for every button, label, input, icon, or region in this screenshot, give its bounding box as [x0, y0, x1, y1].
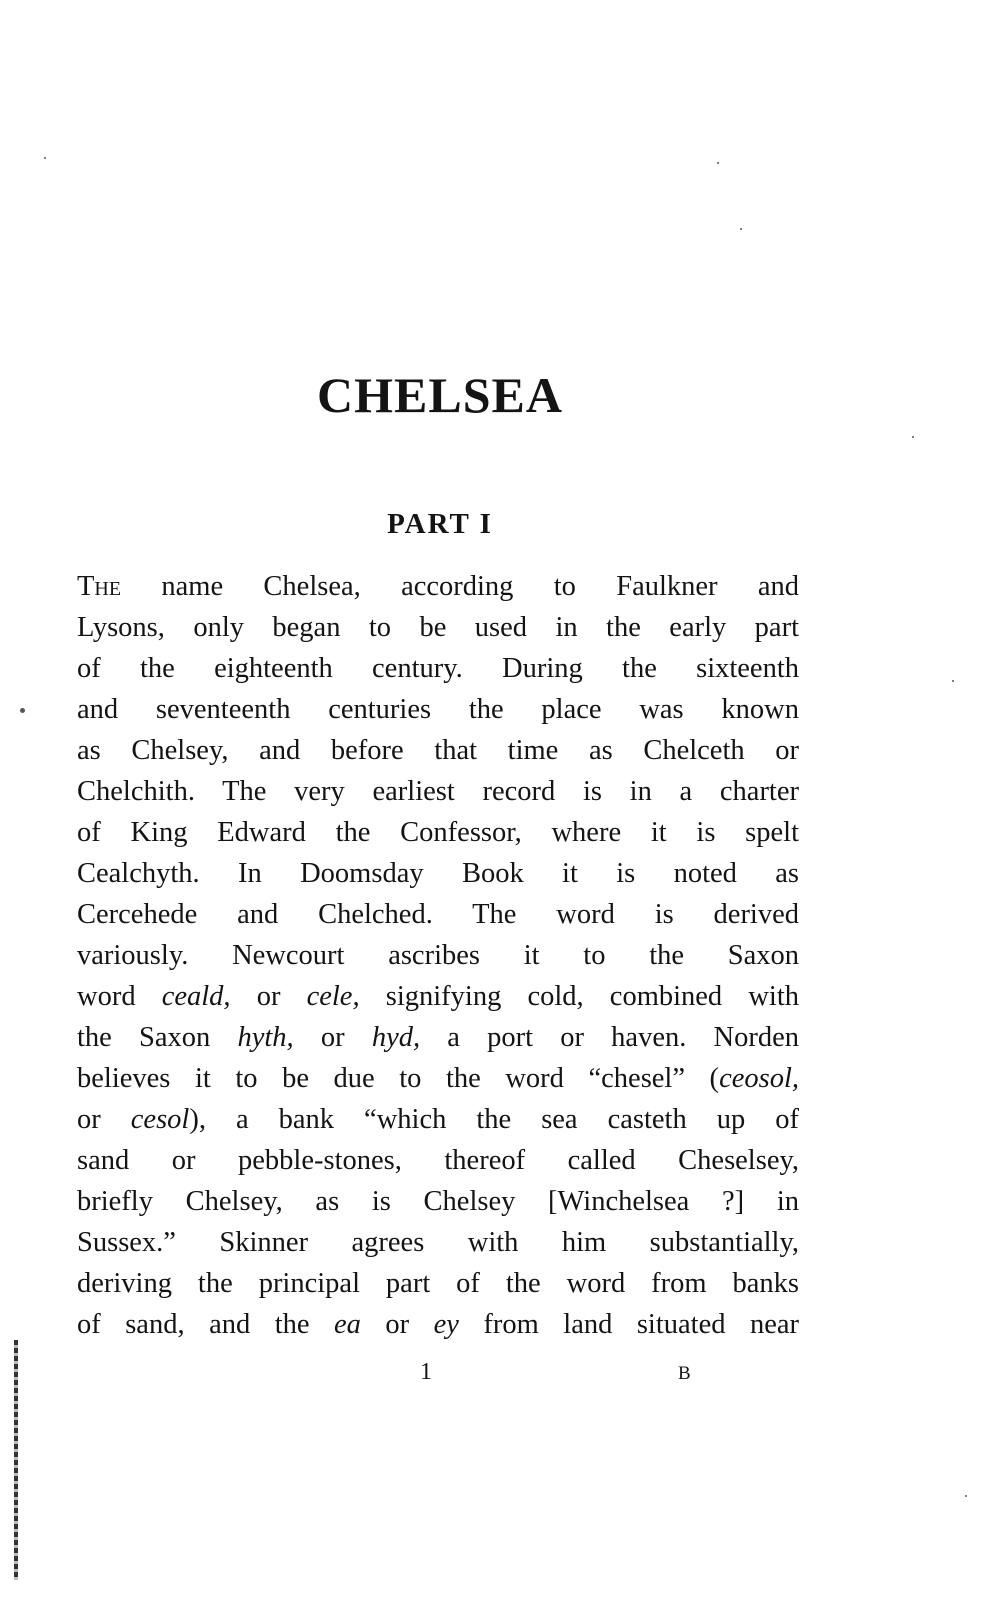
text-line: [77, 894, 799, 935]
scan-speck: [952, 680, 954, 682]
text-segment: briefly Chelsey, as is Chelsey [Winchelsea ?] in: [77, 1186, 799, 1217]
text-segment: name Chelsea, according to Faulkner and: [121, 571, 799, 602]
text-segment: or: [230, 981, 307, 1012]
initial-word: The: [77, 571, 122, 602]
italic-term: hyd,: [371, 1022, 421, 1053]
text-segment: believes it to be due to the word “chesel” (: [77, 1063, 720, 1094]
scan-speck: [912, 436, 914, 438]
italic-term: ceald,: [161, 981, 231, 1012]
text-segment: or: [293, 1022, 372, 1053]
text-segment: of the eighteenth century. During the sixteenth: [77, 653, 799, 684]
text-segment: Sussex.” Skinner agrees with him substantially,: [77, 1227, 799, 1258]
text-line: [77, 1181, 799, 1222]
text-segment: as Chelsey, and before that time as Chelceth or: [77, 735, 799, 766]
text-segment: of King Edward the Confessor, where it is spelt: [77, 817, 799, 848]
text-line: [77, 1222, 799, 1263]
scan-speck: [740, 228, 742, 230]
scan-speck: [44, 157, 46, 159]
text-segment: deriving the principal part of the word from banks: [77, 1268, 799, 1299]
italic-term: ceosol,: [719, 1063, 799, 1094]
text-line: [77, 1017, 799, 1058]
italic-term: hyth,: [237, 1022, 294, 1053]
text-segment: sand or pebble-stones, thereof called Cheselsey,: [77, 1145, 799, 1176]
scan-speck: [20, 708, 25, 713]
text-segment: and seventeenth centuries the place was known: [77, 694, 799, 725]
text-line: [77, 935, 799, 976]
text-line: [77, 771, 799, 812]
text-segment: ), a bank “which the sea casteth up of: [189, 1104, 799, 1135]
binding-edge-mark: [14, 1340, 18, 1580]
body-paragraph: [77, 566, 799, 1345]
text-line: [77, 1058, 799, 1099]
italic-term: ey: [433, 1309, 459, 1340]
text-segment: or: [360, 1309, 434, 1340]
scan-speck: [717, 162, 719, 164]
text-line: [77, 607, 799, 648]
italic-term: cesol: [130, 1104, 190, 1135]
text-segment: Cercehede and Chelched. The word is derived: [77, 899, 799, 930]
text-line: [77, 1304, 799, 1345]
text-line: [77, 1140, 799, 1181]
text-segment: word: [77, 981, 162, 1012]
text-segment: from land situated near: [458, 1309, 799, 1340]
text-segment: the Saxon: [77, 1022, 238, 1053]
text-line: [77, 812, 799, 853]
italic-term: ea: [334, 1309, 361, 1340]
text-line: [77, 648, 799, 689]
scan-speck: [965, 1495, 967, 1497]
text-line: [77, 1263, 799, 1304]
text-line: [77, 1099, 799, 1140]
text-segment: Lysons, only began to be used in the early part: [77, 612, 799, 643]
text-segment: Cealchyth. In Doomsday Book it is noted as: [77, 858, 799, 889]
text-line: [77, 566, 799, 607]
text-segment: Chelchith. The very earliest record is in a charter: [77, 776, 799, 807]
text-segment: signifying cold, combined with: [359, 981, 799, 1012]
signature-mark: B: [678, 1363, 691, 1384]
part-heading: PART I: [387, 508, 493, 540]
text-line: [77, 730, 799, 771]
text-line: [77, 689, 799, 730]
text-segment: variously. Newcourt ascribes it to the Saxon: [77, 940, 799, 971]
text-segment: of sand, and the: [77, 1309, 334, 1340]
page-title: CHELSEA: [317, 367, 563, 423]
text-segment: a port or haven. Norden: [420, 1022, 800, 1053]
text-segment: or: [77, 1104, 131, 1135]
page-number: 1: [420, 1359, 432, 1385]
text-line: [77, 853, 799, 894]
italic-term: cele,: [306, 981, 360, 1012]
text-line: [77, 976, 799, 1017]
